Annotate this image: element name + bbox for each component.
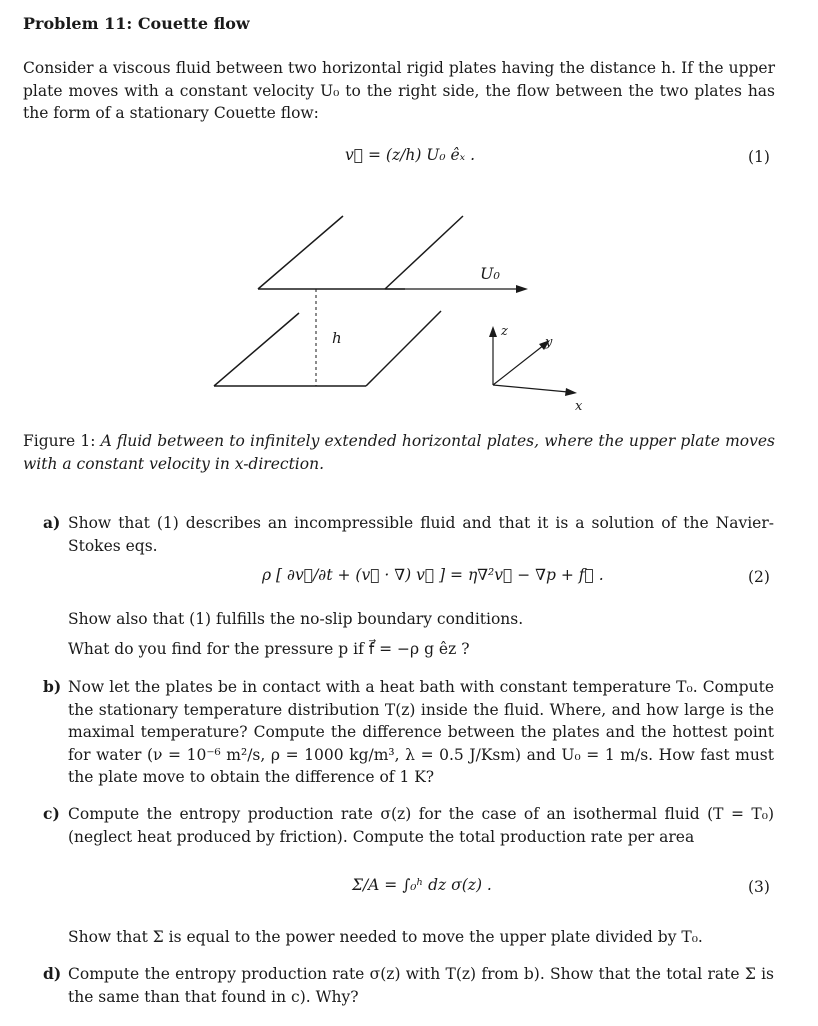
velocity-arrow-head [516,285,528,293]
equation-3-number: (3) [748,878,770,896]
upper-plate-right-edge [385,216,463,289]
label-z: z [501,324,508,339]
part-d-text: Compute the entropy production rate σ(z) with T(z) from b). Show that the total rate Σ is the same than that found in c). Why? [68,965,774,1006]
label-x: x [575,399,583,414]
part-a-no-slip: Show also that (1) fulfills the no-slip boundary conditions. [68,610,524,628]
figure-caption [23,430,775,476]
part-c-text: Compute the entropy production rate σ(z) for the case of an isothermal fluid (T = T₀) (neglect heat produced by friction). Compute the total production rate per area [68,805,774,846]
part-b-label: b) [43,677,62,696]
caption-text: A fluid between to infinitely extended horizontal plates, where the upper plate moves with a constant velocity in x-direction. [23,432,775,473]
label-h: h [332,329,342,347]
caption-label: Figure 1: [23,432,96,450]
y-axis-line [493,345,544,385]
part-c-label: c) [43,804,60,823]
problem-title: Problem 11: Couette flow [23,14,250,33]
part-a-label: a) [43,513,61,532]
lower-plate-right-edge [366,311,441,386]
equation-1: v⃗ = (z/h) U₀ êₓ . [345,146,476,164]
part-a-pressure: What do you find for the pressure p if f⃗ = −ρ g êz ? [68,640,470,658]
upper-plate-left-edge [258,216,343,289]
equation-3: Σ/A = ∫₀ʰ dz σ(z) . [352,876,492,894]
x-axis-line [493,385,568,392]
equation-2-number: (2) [748,568,770,586]
x-axis-arrow-head [565,388,577,396]
part-a-text: Show that (1) describes an incompressible fluid and that it is a solution of the Navier-Stokes eqs. [68,514,774,555]
part-c-after: Show that Σ is equal to the power needed to move the upper plate divided by T₀. [68,928,703,946]
z-axis-arrow-head [489,326,497,337]
couette-figure [0,200,818,425]
part-d-label: d) [43,964,62,983]
part-b-text: Now let the plates be in contact with a heat bath with constant temperature T₀. Compute the stationary temperature distribution T(z) inside the fluid. Where, and how large is the maximal temperature? Compute the difference between the plates and the hottest point for water (ν = 10⁻⁶ m²/s, ρ = 1000 kg/m³, λ = 0.5 J/Ksm) and U₀ = 1 m/s. How fast must the plate move to obtain the difference of 1 K? [68,678,774,786]
label-y: y [545,335,553,350]
label-U0: U₀ [480,264,500,283]
lower-plate-left-edge [214,313,299,386]
equation-2: ρ [ ∂v⃗/∂t + (v⃗ · ∇) v⃗ ] = η∇²v⃗ − ∇p + f⃗ . [262,566,604,584]
intro-paragraph: Consider a viscous fluid between two horizontal rigid plates having the distance h. If the upper plate moves with a constant velocity U₀ to the right side, the flow between the two plates has the form of a stationary Couette flow: [23,59,775,122]
equation-1-number: (1) [748,148,770,166]
